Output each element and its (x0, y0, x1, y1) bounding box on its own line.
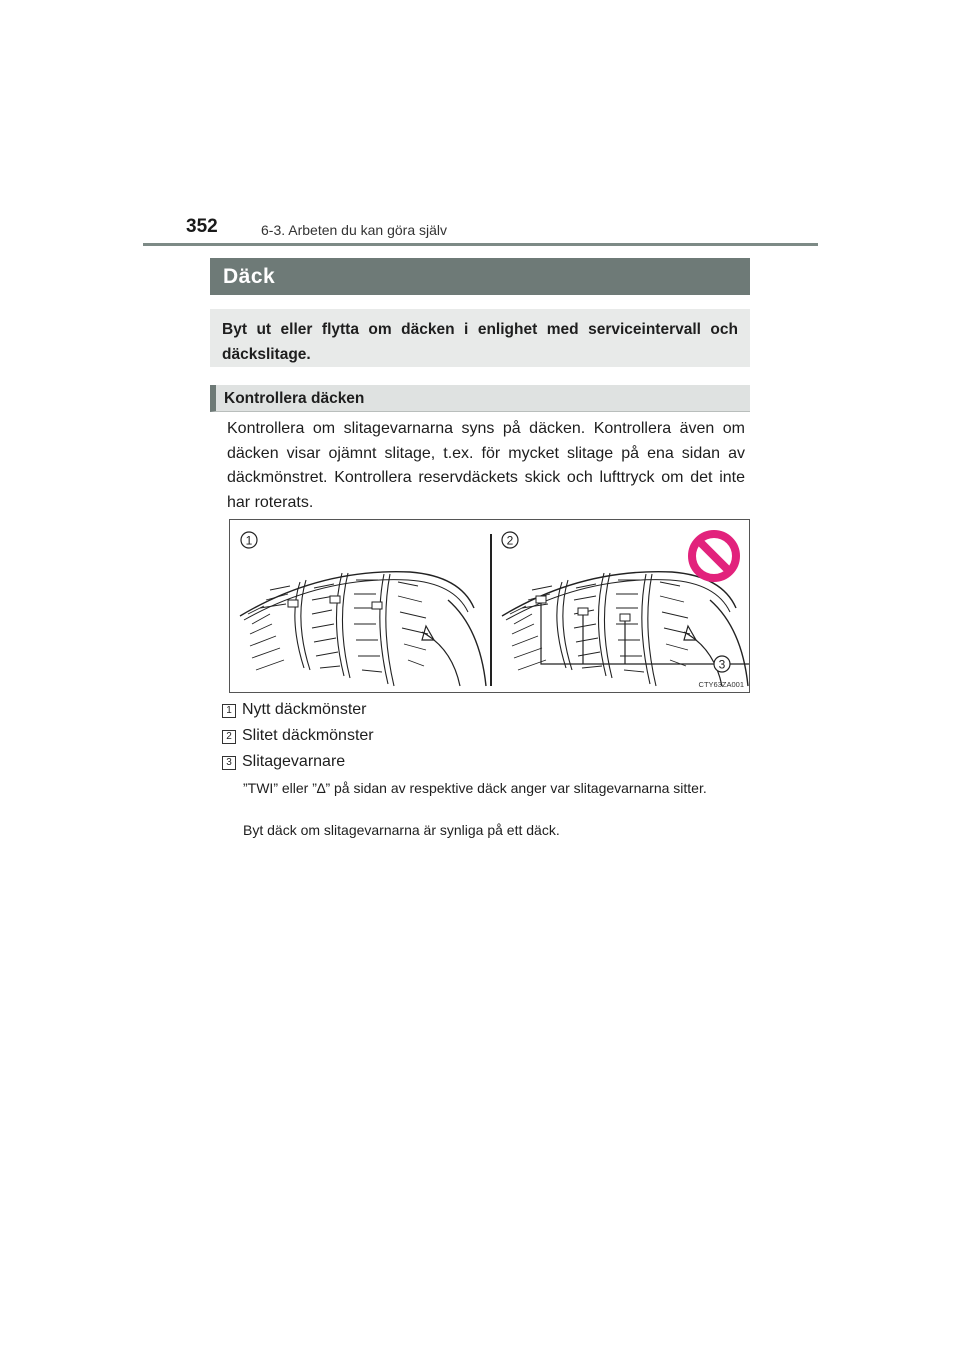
callout-3 (714, 656, 730, 672)
legend-number: 2 (222, 730, 236, 744)
worn-tread-drawing (502, 572, 749, 686)
tire-illustration-svg (230, 520, 749, 692)
legend-number: 3 (222, 756, 236, 770)
sub-heading (210, 385, 750, 412)
section-path: 6-3. Arbeten du kan göra själv (261, 222, 448, 238)
callout-2 (502, 532, 518, 548)
figure-code: CTY63ZA001 (698, 680, 744, 689)
legend-label: Slitet däckmönster (242, 727, 374, 744)
tire-illustration (229, 519, 750, 693)
prohibited-icon (692, 534, 736, 578)
list-item (222, 700, 750, 726)
header-rule (143, 243, 818, 246)
callout-3-text: 3 (718, 657, 726, 672)
callout-2-text: 2 (506, 533, 514, 548)
legend-number: 1 (222, 704, 236, 718)
new-tread-drawing (240, 572, 486, 686)
legend-list (222, 700, 750, 778)
legend-label: Slitagevarnare (242, 753, 346, 770)
body-paragraph: Kontrollera om slitagevarnarna syns på däcken. Kontrollera även om däcken visar ojämnt slitage, t.ex. för mycket slitage på ena sidan av däckmönstret. Kontrollera reservdäckets skick och lufttryck om det inte har roterats. (227, 420, 745, 511)
sub-heading-text: Kontrollera däcken (224, 390, 365, 407)
list-item (222, 726, 750, 752)
callout-1-text: 1 (245, 533, 253, 548)
list-item (222, 752, 750, 778)
page-title: Däck (223, 265, 276, 288)
note-replace: Byt däck om slitagevarnarna är synliga på ett däck. (243, 822, 560, 838)
page-number: 352 (186, 216, 218, 237)
intro-box: Byt ut eller flytta om däcken i enlighet med serviceintervall och däckslitage. (210, 309, 750, 367)
note-twi: ”TWI” eller ”∆” på sidan av respektive däck anger var slitagevarnarna sitter. (243, 780, 707, 796)
main-title-bar (210, 258, 750, 295)
legend-label: Nytt däckmönster (242, 701, 367, 718)
callout-1 (241, 532, 257, 548)
